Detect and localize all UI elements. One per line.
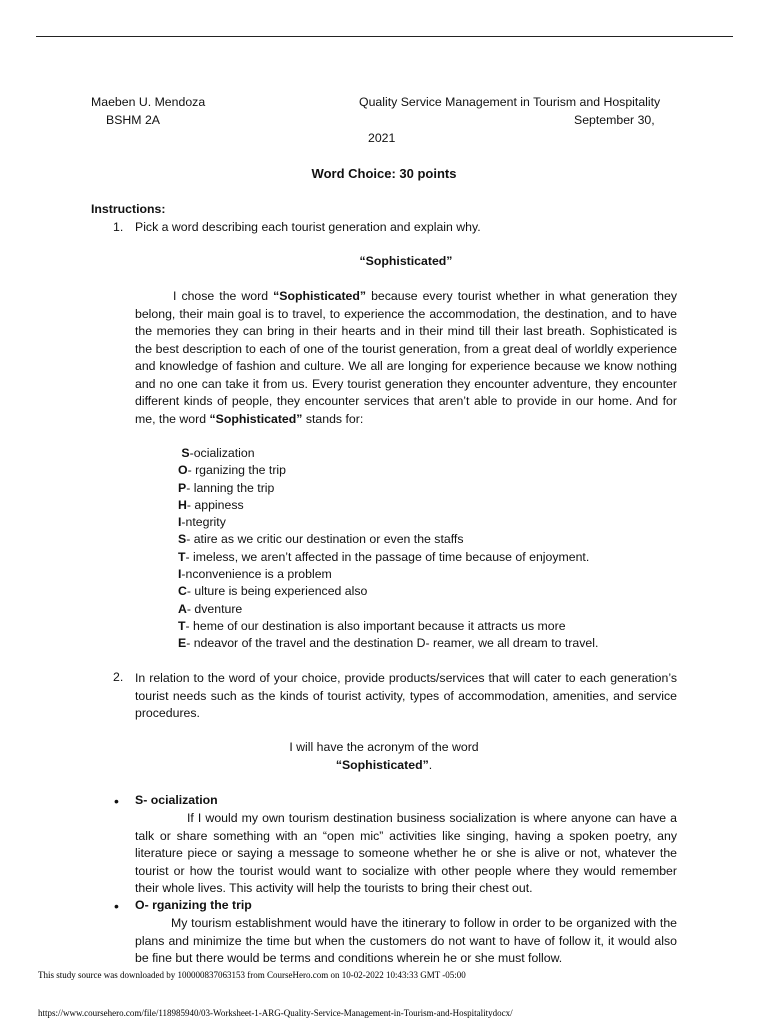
download-source-note: This study source was downloaded by 100000837063153 from CourseHero.com on 10-02-2022 10:43:33 GMT -05:00: [38, 970, 466, 980]
bullet-heading-organizing: O- rganizing the trip: [135, 898, 252, 912]
list-item: I-nconvenience is a problem: [178, 567, 332, 582]
instructions-label: Instructions:: [91, 202, 166, 216]
list-item: H- appiness: [178, 497, 244, 512]
list-item: T- imeless, we aren’t affected in the passage of time because of enjoyment.: [178, 549, 590, 564]
bullet-heading-socialization: S- ocialization: [135, 793, 218, 807]
list-item: O- rganizing the trip: [178, 463, 287, 478]
date-line-2: 2021: [368, 131, 396, 145]
list-item: A- dventure: [178, 601, 243, 616]
class-section: BSHM 2A: [106, 113, 160, 127]
list-item: I-ntegrity: [178, 515, 226, 530]
bullet-text-organizing: My tourism establishment would have the itinerary to follow in order to be organized with the plans and minimize the time but when the customers do not want to have of follow it, it would also be fine but there would be terms and conditions wherein he or she must follow.: [135, 916, 677, 965]
acronym-word-line: “Sophisticated”.: [335, 758, 433, 772]
author-name: Maeben U. Mendoza: [91, 95, 206, 109]
bullet-icon: •: [114, 898, 119, 914]
acronym-intro: I will have the acronym of the word: [289, 740, 479, 754]
bullet-text-socialization: If I would my own tourism destination business socialization is where anyone can have a talk or share something with an “open mic” activities like singing, having a spoken poetry, any literature piece or saying a message to someone whether he or she is alive or not, whatever the tourist or how the tourist would want to socialize with other people where they would remember their whole lives. This activity will help the tourists to bring their chest out.: [135, 811, 677, 895]
bullet-icon: •: [114, 793, 119, 809]
item-2-number: 2.: [113, 670, 124, 684]
source-url[interactable]: https://www.coursehero.com/file/118985940/03-Worksheet-1-ARG-Quality-Service-Management-in-Tourism-and-Hospitalitydocx/: [38, 1008, 513, 1018]
date-line-1: September 30,: [574, 113, 655, 127]
list-item: T- heme of our destination is also important because it attracts us more: [178, 618, 566, 633]
list-item: P- lanning the trip: [178, 480, 275, 495]
item-1-text: Pick a word describing each tourist generation and explain why.: [135, 220, 481, 234]
course-title: Quality Service Management in Tourism and Hospitality: [359, 95, 661, 109]
acronym-list: [178, 445, 598, 653]
top-rule: [36, 36, 733, 37]
explanation-paragraph: I chose the word “Sophisticated” because every tourist whether in what generation they belong, their main goal is to travel, to experience the accommodation, the destination, and to have the memories they can bring in their hearts and in their mind till their last breath. Sophisticated is the best description to each of one of the tourist generation, from a great deal of worldly experience and knowledge of fashion and culture. We all are longing for experience because we know nothing and no one can take it from us. Every tourist generation they encounter adventure, they encounter different kinds of people, they encounter services that aren’t able to provide in our home. And for me, the word “Sophisticated” stands for:: [135, 289, 677, 426]
list-item: C- ulture is being experienced also: [178, 584, 368, 599]
item-2-text: In relation to the word of your choice, provide products/services that will cater to each generation’s tourist needs such as the kinds of tourist activity, types of accommodation, amenities, and service procedures.: [135, 671, 677, 720]
list-item: S-ocialization: [181, 446, 255, 460]
list-item: E- ndeavor of the travel and the destination D- reamer, we all dream to travel.: [178, 636, 599, 651]
chosen-word: “Sophisticated”: [359, 254, 453, 268]
list-item: S- atire as we critic our destination or even the staffs: [178, 532, 464, 547]
item-1-number: 1.: [113, 220, 124, 234]
worksheet-title: Word Choice: 30 points: [311, 166, 457, 181]
